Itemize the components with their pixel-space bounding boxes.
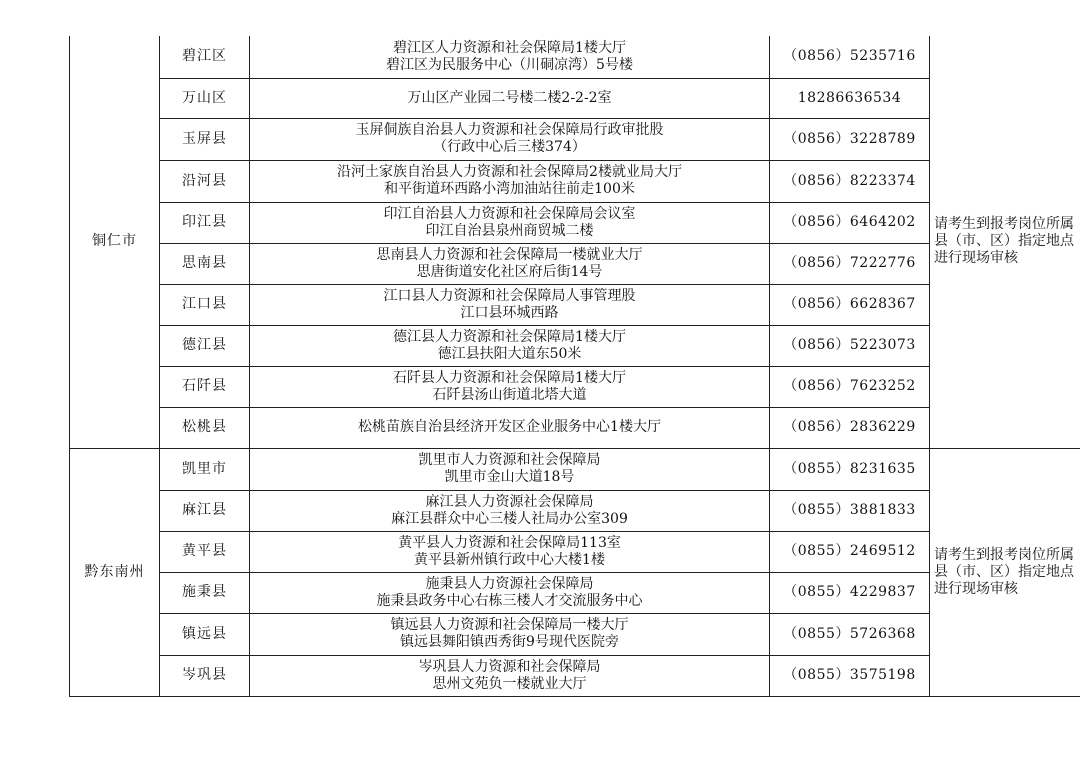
phone-cell: （0855）3881833 — [770, 490, 930, 531]
review-note-text: 请考生到报考岗位所属县（市、区）指定地点进行现场审核 — [934, 216, 1074, 267]
address-line: 麻江县人力资源社会保障局 — [425, 493, 594, 510]
phone-cell: （0855）4229837 — [770, 572, 930, 613]
address-line: 石阡县人力资源和社会保障局1楼大厅 — [393, 369, 626, 386]
address-line: 思唐街道安化社区府后街14号 — [416, 263, 603, 280]
table-row — [70, 284, 1080, 325]
county-cell: 松桃县 — [160, 407, 250, 448]
address-line: 思南县人力资源和社会保障局一楼就业大厅 — [376, 246, 643, 263]
address-cell — [250, 366, 770, 407]
county-cell: 镇远县 — [160, 613, 250, 655]
address-cell — [250, 325, 770, 366]
county-cell: 思南县 — [160, 243, 250, 284]
city-cell: 黔东南州 — [70, 448, 160, 696]
phone-cell: （0856）7222776 — [770, 243, 930, 284]
county-cell: 玉屏县 — [160, 118, 250, 160]
address-line: 和平街道环西路小湾加油站往前走100米 — [384, 181, 635, 197]
city-cell: 铜仁市 — [70, 36, 160, 448]
address-line: 江口县人力资源和社会保障局人事管理股 — [383, 287, 636, 304]
table-row — [70, 655, 1080, 696]
address-cell — [250, 531, 770, 572]
table-row — [70, 78, 1080, 118]
address-line: 思州文苑负一楼就业大厅 — [432, 675, 587, 692]
address-line: 黄平县新州镇行政中心大楼1楼 — [414, 551, 605, 568]
exam-review-location-table — [69, 36, 1080, 697]
phone-cell: （0856）3228789 — [770, 118, 930, 160]
table-row — [70, 448, 1080, 490]
address-cell — [250, 202, 770, 243]
table-row — [70, 531, 1080, 572]
address-cell — [250, 36, 770, 78]
phone-cell: （0856）2836229 — [770, 407, 930, 448]
phone-cell: （0856）5223073 — [770, 325, 930, 366]
address-line: 凯里市金山大道18号 — [444, 469, 575, 485]
address-cell — [250, 78, 770, 118]
address-line: 施秉县人力资源社会保障局 — [425, 575, 594, 592]
table-row — [70, 325, 1080, 366]
address-line: 碧江区人力资源和社会保障局1楼大厅 — [393, 39, 626, 56]
phone-cell: （0855）2469512 — [770, 531, 930, 572]
address-line: 印江自治县人力资源和社会保障局会议室 — [383, 205, 636, 222]
address-cell — [250, 118, 770, 160]
address-line: 施秉县政务中心右栋三楼人才交流服务中心 — [376, 592, 643, 609]
address-line: 印江自治县泉州商贸城二楼 — [425, 222, 594, 239]
address-line: 麻江县群众中心三楼人社局办公室309 — [391, 510, 628, 527]
address-cell — [250, 243, 770, 284]
address-cell — [250, 284, 770, 325]
address-line: 镇远县人力资源和社会保障局一楼大厅 — [390, 617, 629, 633]
county-cell: 黄平县 — [160, 531, 250, 572]
address-cell — [250, 490, 770, 531]
review-note-cell — [930, 36, 1080, 448]
county-cell: 岑巩县 — [160, 655, 250, 696]
phone-cell: （0856）6464202 — [770, 202, 930, 243]
table-body — [70, 36, 1080, 696]
address-line: 江口县环城西路 — [460, 304, 559, 321]
table-row — [70, 118, 1080, 160]
table-row — [70, 243, 1080, 284]
table-row — [70, 613, 1080, 655]
county-cell: 凯里市 — [160, 448, 250, 490]
address-line: 万山区产业园二号楼二楼2-2-2室 — [407, 89, 612, 106]
address-line: 凯里市人力资源和社会保障局 — [418, 452, 601, 468]
address-cell — [250, 407, 770, 448]
table-row — [70, 36, 1080, 78]
address-line: 德江县扶阳大道东50米 — [437, 345, 582, 362]
county-cell: 碧江区 — [160, 36, 250, 78]
county-cell: 江口县 — [160, 284, 250, 325]
address-line: 石阡县汤山街道北塔大道 — [432, 386, 587, 403]
table-row — [70, 160, 1080, 202]
address-cell — [250, 160, 770, 202]
county-cell: 万山区 — [160, 78, 250, 118]
county-cell: 石阡县 — [160, 366, 250, 407]
table-row — [70, 490, 1080, 531]
address-cell — [250, 448, 770, 490]
phone-cell: （0856）7623252 — [770, 366, 930, 407]
address-line: （行政中心后三楼374） — [433, 139, 586, 155]
phone-cell: （0856）8223374 — [770, 160, 930, 202]
phone-cell: 18286636534 — [770, 78, 930, 118]
county-cell: 施秉县 — [160, 572, 250, 613]
address-cell — [250, 613, 770, 655]
county-cell: 印江县 — [160, 202, 250, 243]
table-row — [70, 202, 1080, 243]
address-line: 德江县人力资源和社会保障局1楼大厅 — [393, 328, 626, 345]
address-line: 沿河土家族自治县人力资源和社会保障局2楼就业局大厅 — [337, 164, 682, 180]
table-row — [70, 366, 1080, 407]
address-cell — [250, 572, 770, 613]
county-cell: 德江县 — [160, 325, 250, 366]
table-row — [70, 407, 1080, 448]
county-cell: 沿河县 — [160, 160, 250, 202]
address-line: 镇远县舞阳镇西秀街9号现代医院旁 — [400, 634, 619, 650]
address-line: 岑巩县人力资源和社会保障局 — [418, 658, 601, 675]
address-cell — [250, 655, 770, 696]
phone-cell: （0855）8231635 — [770, 448, 930, 490]
table-row — [70, 572, 1080, 613]
phone-cell: （0856）5235716 — [770, 36, 930, 78]
address-line: 黄平县人力资源和社会保障局113室 — [398, 534, 621, 551]
phone-cell: （0856）6628367 — [770, 284, 930, 325]
address-line: 松桃苗族自治县经济开发区企业服务中心1楼大厅 — [358, 419, 661, 435]
review-note-text: 请考生到报考岗位所属县（市、区）指定地点进行现场审核 — [934, 546, 1074, 597]
review-note-cell — [930, 448, 1080, 696]
phone-cell: （0855）5726368 — [770, 613, 930, 655]
address-line: 碧江区为民服务中心（川硐凉湾）5号楼 — [386, 56, 633, 73]
phone-cell: （0855）3575198 — [770, 655, 930, 696]
address-line: 玉屏侗族自治县人力资源和社会保障局行政审批股 — [355, 122, 664, 138]
county-cell: 麻江县 — [160, 490, 250, 531]
